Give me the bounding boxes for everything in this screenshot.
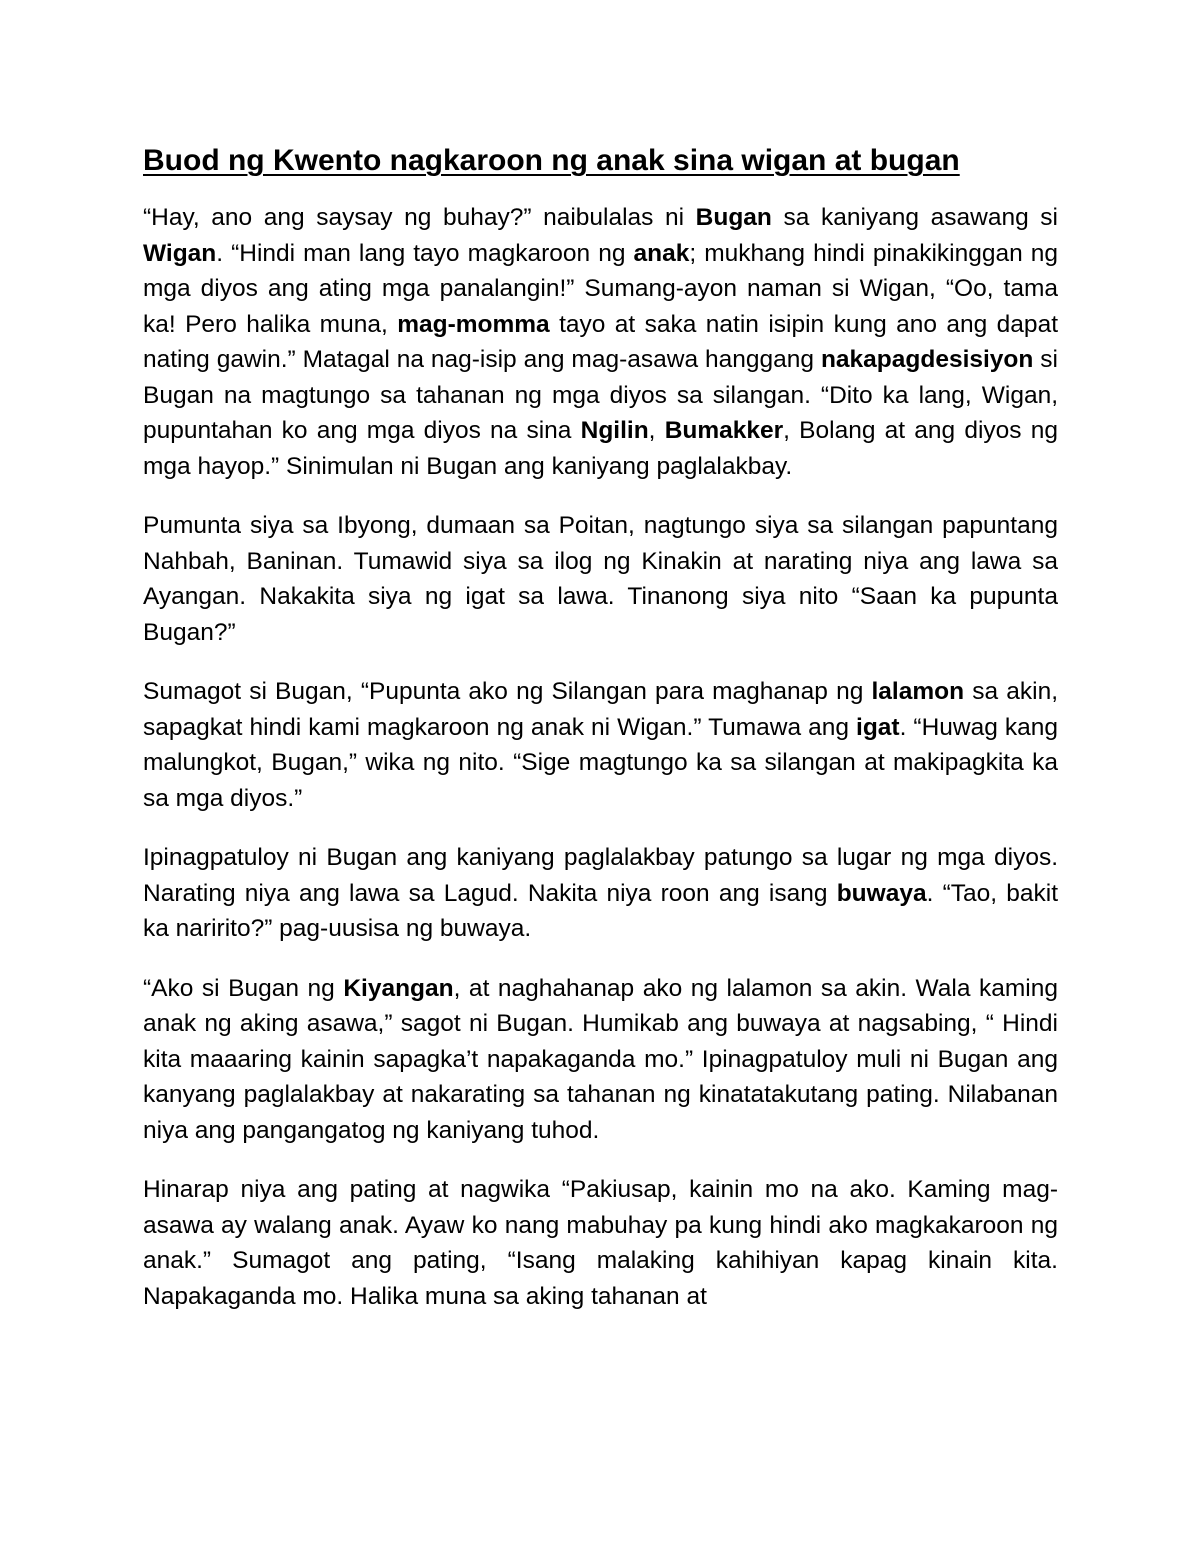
bold-term: buwaya (836, 879, 927, 907)
text-run: “Hay, ano ang saysay ng buhay?” naibulalas ni (143, 204, 696, 231)
bold-term: Bumakker (664, 417, 784, 444)
text-run: , (648, 417, 665, 444)
document-title: Buod ng Kwento nagkaroon ng anak sina wigan at bugan (143, 144, 960, 177)
text-run: Hinarap niya ang pating at nagwika “Pakiusap, kainin mo na ako. Kaming mag-asawa ay walang anak. Ayaw ko nang mabuhay pa kung hindi ako magkakaroon ng anak.” Sumagot ang pating, “Isang malaking kahihiyan kapag kinain kita. Napakaganda mo. Halika muna sa aking tahanan at (143, 1176, 1058, 1310)
document-body (143, 200, 1058, 1314)
text-run: Pumunta siya sa Ibyong, dumaan sa Poitan, nagtungo siya sa silangan papuntang Nahbah, Baninan. Tumawid siya sa ilog ng Kinakin at narating niya ang lawa sa Ayangan. Nakakita siya ng igat sa lawa. Tinanong siya nito “Saan ka pupunta Bugan?” (143, 512, 1058, 646)
text-run: , Bolang at ang diyos ng mga hayop.” Sinimulan ni Bugan ang kaniyang paglalakbay. (143, 417, 1059, 480)
bold-term: igat (856, 713, 900, 741)
text-run: “Ako si Bugan ng (143, 974, 344, 1002)
text-run: , at naghahanap ako ng lalamon sa akin. Wala kaming anak ng aking asawa,” sagot ni Bugan. Humikab ang buwaya at nagsabing, “ Hindi kita maaaring kainin sapagka’t napakaganda mo.” Ipinagpatuloy muli ni Bugan ang kanyang paglalakbay at nakarating sa tahanan ng kinatatakutang pating. Nilabanan niya ang pangangatog ng kaniyang tuhod. (143, 974, 1058, 1144)
text-run: ; mukhang hindi pinakikinggan ng mga diyos ang ating mga panalangin!” Sumang-ayon naman si Wigan, “Oo, tama ka! Pero halika muna, (143, 239, 1059, 338)
bold-term: Ngilin (580, 417, 649, 444)
text-run: . “Huwag kang malungkot, Bugan,” wika ng nito. “Sige magtungo ka sa silangan at makipagkita ka sa mga diyos.” (143, 713, 1058, 812)
paragraph (143, 840, 1058, 947)
text-run: . “Tao, bakit ka naririto?” pag-uusisa ng buwaya. (143, 879, 1059, 942)
document-page (143, 140, 1058, 1338)
bold-term: nakapagdesisiyon (820, 346, 1034, 373)
text-run: si Bugan na magtungo sa tahanan ng mga diyos sa silangan. “Dito ka lang, Wigan, pupuntahan ko ang mga diyos na sina (143, 346, 1059, 444)
paragraph (143, 1172, 1058, 1314)
text-run: Ipinagpatuloy ni Bugan ang kaniyang paglalakbay patungo sa lugar ng mga diyos. Narating niya ang lawa sa Lagud. Nakita niya roon ang isang (143, 844, 1058, 907)
text-run: sa akin, sapagkat hindi kami magkaroon ng anak ni Wigan.” Tumawa ang (143, 678, 1058, 741)
bold-term: lalamon (871, 678, 965, 705)
text-run: Sumagot si Bugan, “Pupunta ako ng Silangan para maghanap ng (143, 678, 872, 705)
bold-term: mag-momma (397, 310, 550, 338)
text-run: sa kaniyang asawang si (771, 204, 1058, 231)
paragraph (143, 971, 1058, 1149)
bold-term: Kiyangan (343, 974, 454, 1002)
bold-term: Bugan (695, 204, 772, 231)
bold-term: Wigan (143, 239, 217, 267)
text-run: tayo at saka natin isipin kung ano ang dapat nating gawin.” Matagal na nag-isip ang mag-asawa hanggang (143, 310, 1058, 373)
bold-term: anak (633, 239, 690, 267)
paragraph (143, 508, 1058, 650)
paragraph (143, 674, 1058, 816)
text-run: . “Hindi man lang tayo magkaroon ng (216, 239, 634, 267)
paragraph (143, 200, 1058, 484)
